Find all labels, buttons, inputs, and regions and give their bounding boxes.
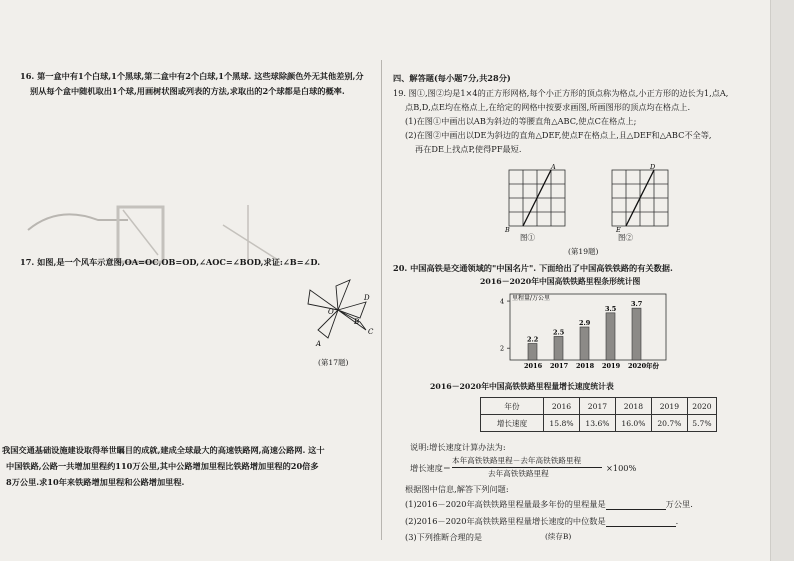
x-tick-label: 2018 — [576, 362, 595, 370]
label-o: O — [328, 308, 334, 316]
q18-line3: 8万公里.求10年来铁路增加里程和公路增加里程. — [6, 477, 185, 487]
table-cell: 2019 — [651, 398, 687, 415]
formula-numerator: 本年高铁铁路里程－去年高铁铁路里程 — [452, 456, 582, 465]
table-cell: 年份 — [481, 398, 544, 415]
answer-blank-2[interactable] — [606, 517, 676, 527]
table-cell: 20.7% — [651, 415, 687, 432]
table-cell: 2020 — [687, 398, 716, 415]
section4-heading: 四、解答题(每小题7分,共28分) — [393, 73, 511, 83]
q19-line3: (1)在图①中画出以AB为斜边的等腰直角△ABC,使点C在格点上; — [405, 116, 637, 126]
y-tick-label: 2 — [500, 344, 505, 353]
x-tick-label: 2016 — [524, 362, 543, 370]
bar-chart — [488, 290, 688, 370]
label-b: B — [354, 318, 360, 326]
fig2-label-e: E — [616, 226, 621, 234]
bar-value-label: 3.5 — [605, 304, 617, 313]
table-cell: 2016 — [544, 398, 580, 415]
table-cell: 13.6% — [579, 415, 615, 432]
y-tick-label: 4 — [500, 297, 505, 306]
formula-denominator: 去年高铁铁路里程 — [488, 469, 549, 478]
fig1-caption: 图① — [520, 233, 535, 242]
table-cell: 16.0% — [615, 415, 651, 432]
formula-right: ×100% — [606, 463, 637, 473]
table-cell: 15.8% — [544, 415, 580, 432]
table-cell: 2017 — [579, 398, 615, 415]
q16-line1: 16. 第一盒中有1个白球,1个黑球,第二盒中有2个白球,1个黑球. 这些球除颜色外无其他差别,分 — [20, 71, 364, 81]
table-cell: 2018 — [615, 398, 651, 415]
bar-2016 — [528, 344, 537, 361]
q20-instruction: 根据图中信息,解答下列问题: — [405, 484, 509, 494]
bar-chart-title: 2016－2020年中国高铁铁路里程条形统计图 — [480, 277, 641, 286]
sub2-text: (2)2016－2020年高铁铁路里程量增长速度的中位数是 — [405, 516, 606, 526]
show-through-marks — [18, 195, 358, 265]
x-tick-label: 2017 — [550, 362, 569, 370]
fig2-label-d: D — [650, 163, 656, 171]
q17-caption: (第17题) — [318, 358, 349, 367]
x-axis-label: 年份 — [646, 362, 659, 370]
grid-figure-2 — [608, 163, 672, 234]
bar-value-label: 3.7 — [631, 300, 643, 309]
bar-value-label: 2.2 — [527, 335, 539, 344]
label-d: D — [364, 294, 370, 302]
y-axis-label: 里程量/万公里 — [512, 295, 551, 302]
growth-table — [480, 397, 717, 432]
bar-value-label: 2.5 — [553, 328, 565, 337]
bar-2019 — [606, 313, 615, 360]
table-row-header — [481, 398, 717, 415]
grid-figure-1 — [505, 163, 569, 234]
label-c: C — [368, 328, 374, 336]
note-label: 说明:增长速度计算办法为: — [410, 442, 506, 452]
q19-line5: 再在DE上找点P,使得PF最短. — [415, 144, 522, 154]
q19-line1: 19. 图①,图②均是1×4的正方形网格,每个小正方形的顶点称为格点,小正方形的边长为1,点A, — [393, 88, 729, 98]
sub2-end: . — [675, 516, 679, 526]
bar-value-label: 2.9 — [579, 319, 591, 327]
label-a: A — [316, 340, 322, 348]
q20-sub1 — [405, 498, 693, 510]
q19-caption: (第19题) — [568, 247, 599, 256]
continue-note: (续存B) — [545, 532, 572, 541]
table-title: 2016－2020年中国高铁铁路里程量增长速度统计表 — [430, 382, 614, 391]
table-cell: 增长速度 — [481, 415, 544, 432]
answer-blank-1[interactable] — [606, 500, 666, 510]
q19-line2: 点B,D,点E均在格点上,在给定的网格中按要求画图,所画图形的顶点均在格点上. — [405, 102, 691, 112]
binding-strip — [770, 0, 794, 561]
q19-line4: (2)在图②中画出以DE为斜边的直角△DEF,使点F在格点上,且△DEF和△ABC不全等, — [405, 130, 712, 140]
q20-intro: 20. 中国高铁是交通领域的"中国名片". 下面给出了中国高铁铁路的有关数据. — [393, 263, 673, 273]
sub1-unit: 万公里. — [665, 499, 693, 509]
bar-2018 — [580, 327, 589, 360]
q16-line2: 别从每个盒中随机取出1个球,用画树状图或列表的方法,求取出的2个球都是白球的概率. — [30, 86, 345, 96]
q20-sub3: (3)下列推断合理的是 — [405, 532, 483, 542]
x-tick-label: 2019 — [602, 362, 621, 370]
q18-line1: 我国交通基础设施建设取得举世瞩目的成就,建成全球最大的高速铁路网,高速公路网. 这十 — [2, 445, 325, 455]
fig1-label-a: A — [551, 163, 556, 171]
fig1-label-b: B — [505, 226, 510, 234]
table-row-values — [481, 415, 717, 432]
fig2-caption: 图② — [618, 233, 633, 242]
bar-2017 — [554, 336, 563, 360]
formula-left: 增长速度＝ — [410, 463, 451, 473]
x-tick-label: 2020 — [628, 362, 647, 370]
q17-text: 17. 如图,是一个风车示意图,OA=OC,OB=OD,∠AOC=∠BOD,求证:∠B=∠D. — [20, 257, 321, 267]
q18-line2: 中国铁路,公路一共增加里程约110万公里,其中公路增加里程比铁路增加里程的20倍多 — [6, 461, 319, 471]
sub1-text: (1)2016－2020年高铁铁路里程量最多年份的里程量是 — [405, 499, 606, 509]
windmill-figure — [298, 272, 380, 350]
bar-2020 — [632, 308, 641, 360]
q20-sub2 — [405, 515, 678, 527]
table-cell: 5.7% — [687, 415, 716, 432]
column-divider — [381, 60, 382, 540]
